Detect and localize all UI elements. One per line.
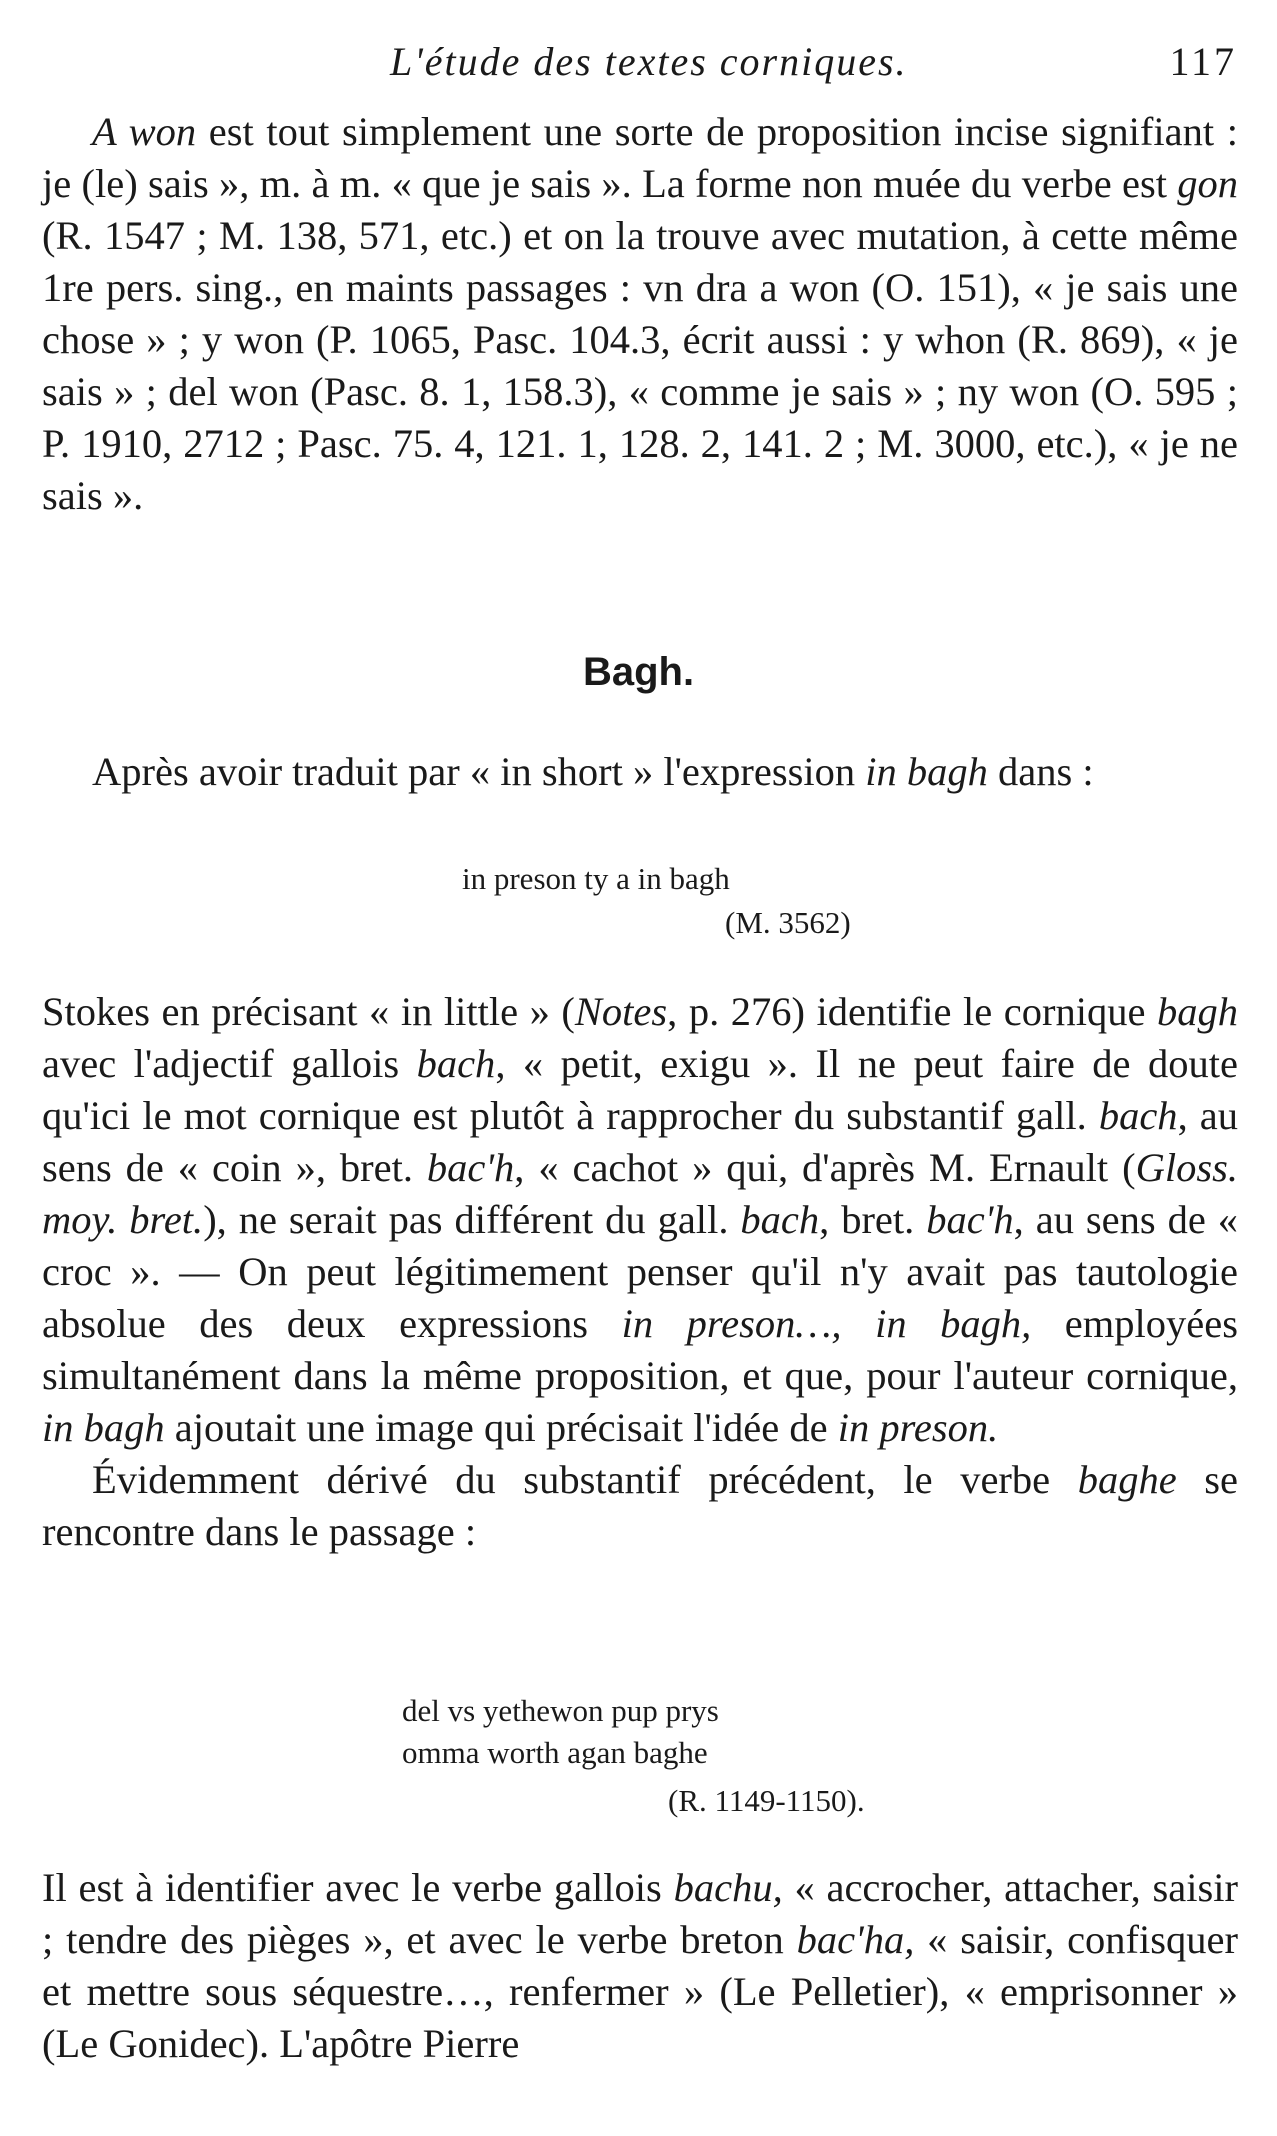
verse-quote-2 bbox=[402, 1690, 719, 1774]
verse-reference-2: (R. 1149-1150). bbox=[668, 1783, 865, 1818]
paragraph-3: Évidemment dérivé du substantif précédent, le verbe baghe se rencontre dans le passage : bbox=[42, 1457, 1238, 1554]
page-number: 117 bbox=[1169, 39, 1237, 84]
lead-term: A won bbox=[92, 109, 197, 154]
verse-line: omma worth agan baghe bbox=[402, 1735, 708, 1770]
intro-paragraph: A won est tout simplement une sorte de proposition incise signifiant : je (le) sais », m. à m. « que je sais ». La forme non muée du verbe est gon (R. 1547 ; M. 138, 571, etc.) et on la trouve avec mutation, à cette même 1re pers. sing., en maints passages : vn dra a won (O. 151), « je sais une chose » ; y won (P. 1065, Pasc. 104.3, écrit aussi : y whon (R. 869), « je sais » ; del won (Pasc. 8. 1, 158.3), « comme je sais » ; ny won (O. 595 ; P. 1910, 2712 ; Pasc. 75. 4, 121. 1, 128. 2, 141. 2 ; M. 3000, etc.), « je ne sais ». bbox=[42, 109, 1238, 518]
paragraph-2: Stokes en précisant « in little » (Notes, p. 276) identifie le cornique bagh avec l'adjectif gallois bach, « petit, exigu ». Il ne peut faire de doute qu'ici le mot cornique est plutôt à rapprocher du substantif gall. bach, au sens de « coin », bret. bac'h, « cachot » qui, d'après M. Ernault (Gloss. moy. bret.), ne serait pas différent du gall. bach, bret. bac'h, au sens de « croc ». — On peut légitimement penser qu'il n'y avait pas tautologie absolue des deux expressions in preson…, in bagh, employées simultanément dans la même proposition, et que, pour l'auteur cornique, in bagh ajoutait une image qui précisait l'idée de in preson. bbox=[42, 989, 1239, 1450]
section-heading: Bagh. bbox=[582, 650, 695, 694]
running-title: L'étude des textes corniques. bbox=[390, 39, 908, 84]
bagh-intro-block bbox=[42, 746, 1238, 798]
verse-line: del vs yethewon pup prys bbox=[402, 1693, 719, 1728]
intro-paragraph-block bbox=[42, 106, 1238, 522]
verse-line: in preson ty a in bagh bbox=[462, 861, 730, 896]
page-header bbox=[0, 38, 1277, 88]
paragraph-2-block bbox=[42, 986, 1238, 1558]
paragraph-4: Il est à identifier avec le verbe gallois bachu, « accrocher, attacher, saisir ; tendre des pièges », et avec le verbe breton bac'ha, « saisir, confisquer et mettre sous séquestre…, renfermer » (Le Pelletier), « emprisonner » (Le Gonidec). L'apôtre Pierre bbox=[42, 1865, 1239, 2066]
verse-quote-1 bbox=[462, 858, 730, 900]
paragraph-1: Après avoir traduit par « in short » l'expression in bagh dans : bbox=[92, 749, 1094, 794]
verse-reference-1: (M. 3562) bbox=[725, 905, 851, 940]
paragraph-4-block bbox=[42, 1862, 1238, 2070]
